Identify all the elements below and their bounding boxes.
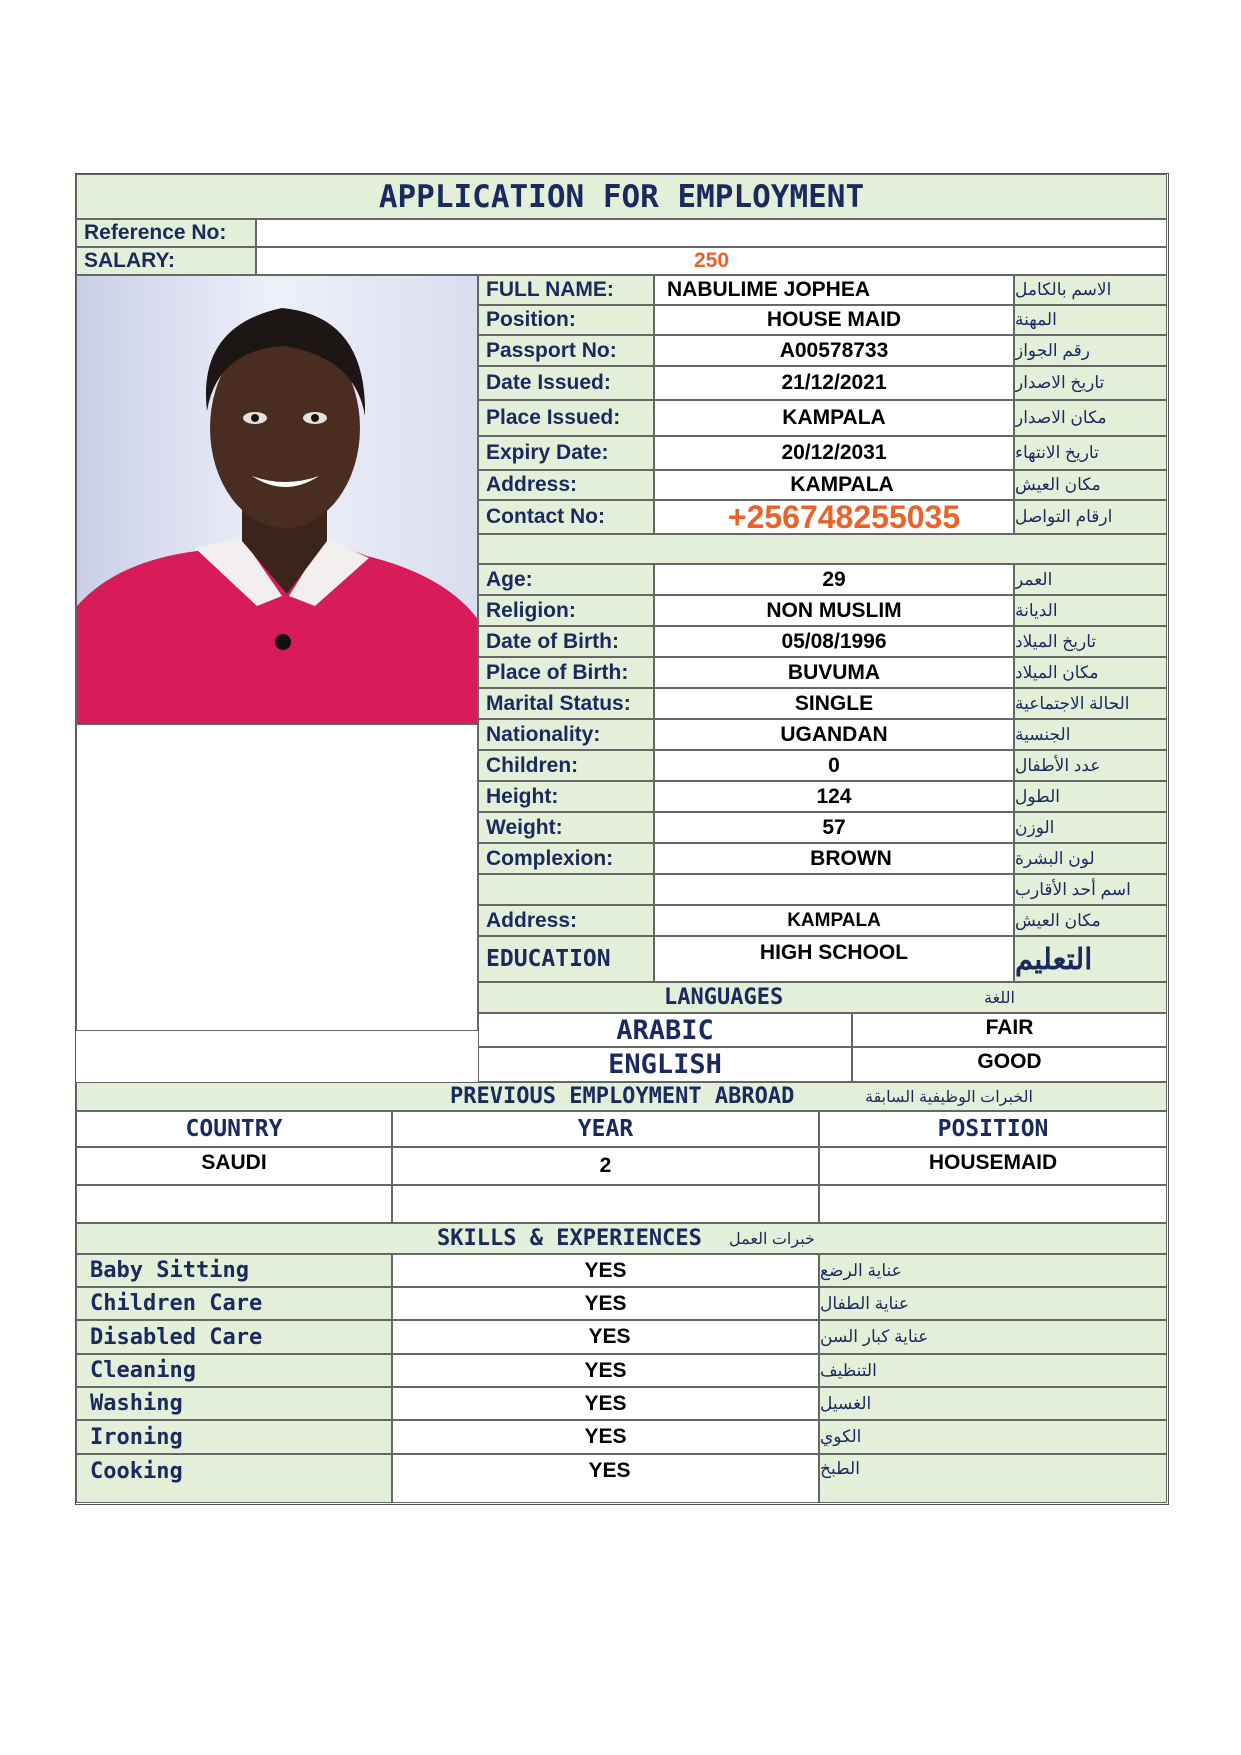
- skill-name: Washing: [76, 1387, 392, 1420]
- personal-value: KAMPALA: [654, 470, 1014, 500]
- personal-label: Expiry Date:: [478, 436, 654, 470]
- detail-value: [654, 874, 1014, 905]
- personal-arabic: الاسم بالكامل: [1014, 275, 1167, 305]
- personal-value: KAMPALA: [654, 400, 1014, 436]
- skill-arabic: عناية الطفال: [819, 1287, 1167, 1320]
- employment-country: [76, 1185, 392, 1223]
- skill-name: Ironing: [76, 1420, 392, 1454]
- detail-arabic: اسم أحد الأقارب: [1014, 874, 1167, 905]
- languages-header-row: [478, 982, 1167, 1013]
- skills-header-arabic: خبرات العمل: [729, 1230, 815, 1248]
- detail-arabic: لون البشرة: [1014, 843, 1167, 874]
- applicant-photo: [76, 275, 478, 725]
- spacer-row: [478, 534, 1167, 564]
- skills-header: SKILLS & EXPERIENCES: [437, 1226, 702, 1251]
- reference-value: [256, 219, 1167, 247]
- personal-label: Position:: [478, 305, 654, 335]
- detail-label: Nationality:: [478, 719, 654, 750]
- detail-label: Religion:: [478, 595, 654, 626]
- languages-header-arabic: اللغة: [984, 989, 1015, 1007]
- language-name: ENGLISH: [478, 1047, 852, 1082]
- personal-value: 20/12/2031: [654, 436, 1014, 470]
- detail-value: 05/08/1996: [654, 626, 1014, 657]
- employment-position: [819, 1185, 1167, 1223]
- detail-value: NON MUSLIM: [654, 595, 1014, 626]
- contact-arabic: ارقام التواصل: [1014, 500, 1167, 534]
- detail-arabic: الطول: [1014, 781, 1167, 812]
- detail-value: 29: [654, 564, 1014, 595]
- detail-value: SINGLE: [654, 688, 1014, 719]
- personal-label: FULL NAME:: [478, 275, 654, 305]
- employment-col-country: COUNTRY: [76, 1111, 392, 1147]
- detail-label: [478, 874, 654, 905]
- detail-value: BUVUMA: [654, 657, 1014, 688]
- contact-value: +256748255035: [654, 500, 1014, 534]
- detail-label: Children:: [478, 750, 654, 781]
- personal-arabic: تاريخ الاصدار: [1014, 366, 1167, 400]
- application-form: [75, 173, 1169, 1505]
- detail-label: Date of Birth:: [478, 626, 654, 657]
- skill-name: Cooking: [76, 1454, 392, 1503]
- salary-value: 250: [256, 247, 1167, 275]
- skill-name: Cleaning: [76, 1354, 392, 1387]
- detail-label: Address:: [478, 905, 654, 936]
- employment-country: SAUDI: [76, 1147, 392, 1185]
- employment-year: 2: [392, 1147, 819, 1185]
- education-arabic: التعليم: [1014, 936, 1167, 982]
- employment-year: [392, 1185, 819, 1223]
- personal-value: 21/12/2021: [654, 366, 1014, 400]
- education-label: EDUCATION: [478, 936, 654, 982]
- personal-arabic: مكان العيش: [1014, 470, 1167, 500]
- skill-arabic: الكوي: [819, 1420, 1167, 1454]
- personal-label: Place Issued:: [478, 400, 654, 436]
- detail-value: 0: [654, 750, 1014, 781]
- language-level: FAIR: [852, 1013, 1167, 1047]
- detail-arabic: العمر: [1014, 564, 1167, 595]
- detail-value: KAMPALA: [654, 905, 1014, 936]
- personal-value: NABULIME JOPHEA: [654, 275, 1014, 305]
- detail-label: Weight:: [478, 812, 654, 843]
- education-value: HIGH SCHOOL: [654, 936, 1014, 982]
- reference-label: Reference No:: [76, 219, 256, 247]
- language-level: GOOD: [852, 1047, 1167, 1082]
- personal-label: Date Issued:: [478, 366, 654, 400]
- detail-label: Height:: [478, 781, 654, 812]
- employment-col-year: YEAR: [392, 1111, 819, 1147]
- skill-value: YES: [392, 1454, 819, 1503]
- skill-value: YES: [392, 1287, 819, 1320]
- employment-header-row: [76, 1082, 1167, 1111]
- skill-name: Children Care: [76, 1287, 392, 1320]
- detail-label: Complexion:: [478, 843, 654, 874]
- personal-arabic: المهنة: [1014, 305, 1167, 335]
- detail-arabic: مكان العيش: [1014, 905, 1167, 936]
- skill-value: YES: [392, 1387, 819, 1420]
- language-name: ARABIC: [478, 1013, 852, 1047]
- skill-arabic: عناية الرضع: [819, 1254, 1167, 1287]
- detail-label: Age:: [478, 564, 654, 595]
- personal-arabic: مكان الاصدار: [1014, 400, 1167, 436]
- personal-value: A00578733: [654, 335, 1014, 366]
- skill-arabic: الطبخ: [819, 1454, 1167, 1503]
- form-title: APPLICATION FOR EMPLOYMENT: [76, 174, 1167, 219]
- employment-header: PREVIOUS EMPLOYMENT ABROAD: [450, 1084, 795, 1109]
- detail-value: BROWN: [654, 843, 1014, 874]
- skill-arabic: التنظيف: [819, 1354, 1167, 1387]
- salary-label: SALARY:: [76, 247, 256, 275]
- employment-col-position: POSITION: [819, 1111, 1167, 1147]
- skill-name: Disabled Care: [76, 1320, 392, 1354]
- employment-header-arabic: الخبرات الوظيفية السابقة: [865, 1088, 1033, 1106]
- detail-label: Marital Status:: [478, 688, 654, 719]
- skill-value: YES: [392, 1254, 819, 1287]
- personal-arabic: رقم الجواز: [1014, 335, 1167, 366]
- detail-label: Place of Birth:: [478, 657, 654, 688]
- detail-value: 57: [654, 812, 1014, 843]
- personal-label: Passport No:: [478, 335, 654, 366]
- detail-arabic: الجنسية: [1014, 719, 1167, 750]
- skill-value: YES: [392, 1420, 819, 1454]
- employment-position: HOUSEMAID: [819, 1147, 1167, 1185]
- detail-arabic: الديانة: [1014, 595, 1167, 626]
- languages-header: LANGUAGES: [664, 985, 784, 1010]
- personal-label: Address:: [478, 470, 654, 500]
- photo-portrait: [77, 276, 478, 725]
- detail-arabic: تاريخ الميلاد: [1014, 626, 1167, 657]
- detail-value: 124: [654, 781, 1014, 812]
- personal-value: HOUSE MAID: [654, 305, 1014, 335]
- detail-arabic: الوزن: [1014, 812, 1167, 843]
- skill-name: Baby Sitting: [76, 1254, 392, 1287]
- skills-header-row: [76, 1223, 1167, 1254]
- detail-arabic: الحالة الاجتماعية: [1014, 688, 1167, 719]
- contact-label: Contact No:: [478, 500, 654, 534]
- detail-value: UGANDAN: [654, 719, 1014, 750]
- skill-value: YES: [392, 1354, 819, 1387]
- detail-arabic: عدد الأطفال: [1014, 750, 1167, 781]
- photo-blank-area: [76, 725, 478, 1031]
- skill-arabic: عناية كبار السن: [819, 1320, 1167, 1354]
- detail-arabic: مكان الميلاد: [1014, 657, 1167, 688]
- personal-arabic: تاريخ الانتهاء: [1014, 436, 1167, 470]
- skill-value: YES: [392, 1320, 819, 1354]
- skill-arabic: الغسيل: [819, 1387, 1167, 1420]
